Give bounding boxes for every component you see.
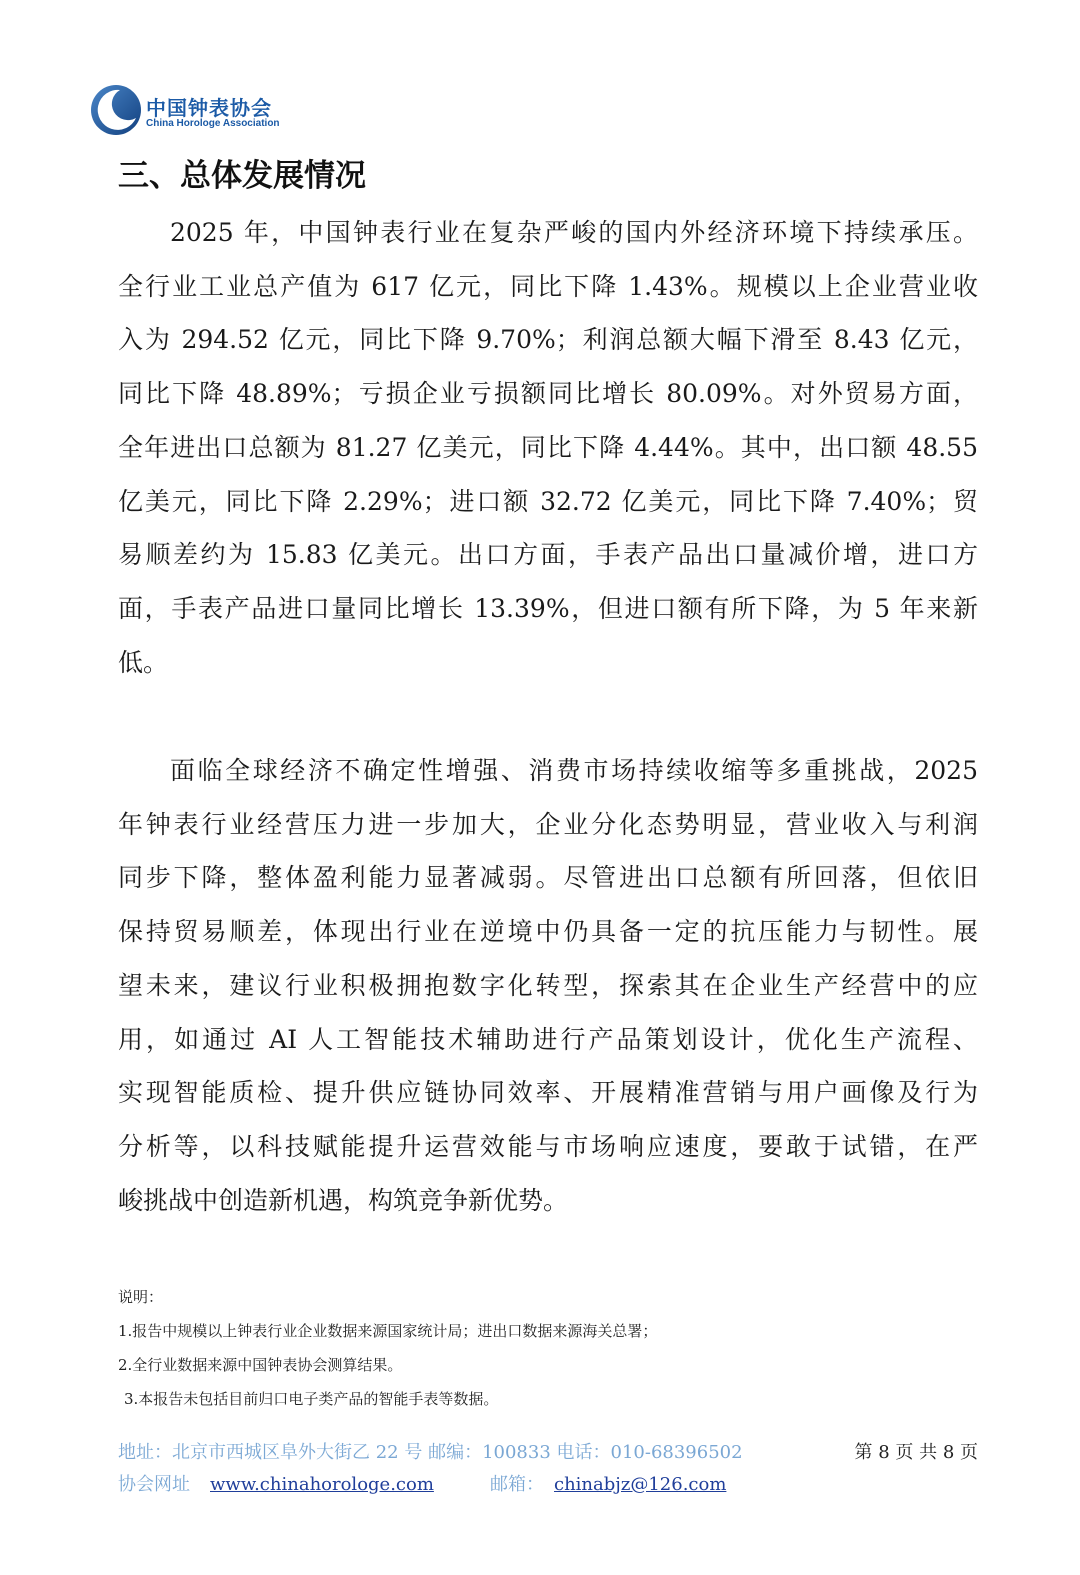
website-link[interactable]: www.chinahorologe.com <box>210 1474 434 1495</box>
paragraph-line: 面，手表产品进口量同比增长 13.39%，但进口额有所下降，为 5 年来新 <box>118 593 978 623</box>
paragraph-line: 低。 <box>118 647 169 677</box>
website-label: 协会网址 <box>118 1474 190 1495</box>
paragraph-line: 全年进出口总额为 81.27 亿美元，同比下降 4.44%。其中，出口额 48.55 <box>118 432 978 462</box>
paragraph-line: 保持贸易顺差，体现出行业在逆境中仍具备一定的抗压能力与韧性。展 <box>118 917 978 947</box>
footer-links-row <box>118 1469 978 1501</box>
footer-address: 地址：北京市西城区阜外大街乙 22 号 邮编：100833 电话：010-68396502 <box>118 1442 743 1463</box>
page-footer <box>118 1437 978 1501</box>
outlook-paragraph <box>118 744 978 1227</box>
paragraph-line: 实现智能质检、提升供应链协同效率、开展精准营销与用户画像及行为 <box>118 1078 978 1108</box>
notes-title: 说明： <box>118 1288 164 1306</box>
note-item: 1.报告中规模以上钟表行业企业数据来源国家统计局；进出口数据来源海关总署； <box>118 1322 658 1340</box>
logo-chinese-name: 中国钟表协会 <box>146 96 272 120</box>
email-label: 邮箱： <box>490 1474 544 1495</box>
section-title: 三、总体发展情况 <box>118 158 366 194</box>
paragraph-line: 峻挑战中创造新机遇，构筑竞争新优势。 <box>118 1185 569 1215</box>
paragraph-line: 2025 年，中国钟表行业在复杂严峻的国内外经济环境下持续承压。 <box>170 218 978 247</box>
paragraph-line: 分析等，以科技赋能提升运营效能与市场响应速度，要敢于试错，在严 <box>118 1131 978 1161</box>
logo-globe-icon <box>90 84 142 136</box>
paragraph-line: 同步下降，整体盈利能力显著减弱。尽管进出口总额有所回落，但依旧 <box>118 863 978 893</box>
paragraph-line: 同比下降 48.89%；亏损企业亏损额同比增长 80.09%。对外贸易方面， <box>118 379 978 409</box>
paragraph-line: 年钟表行业经营压力进一步加大，企业分化态势明显，营业收入与利润 <box>118 809 978 839</box>
note-item: 2.全行业数据来源中国钟表协会测算结果。 <box>118 1356 403 1374</box>
email-link[interactable]: chinabjz@126.com <box>554 1474 727 1495</box>
paragraph-line: 用，如通过 AI 人工智能技术辅助进行产品策划设计，优化生产流程、 <box>118 1024 978 1054</box>
association-logo <box>90 84 310 140</box>
notes-section <box>118 1280 657 1416</box>
paragraph-line: 亿美元，同比下降 2.29%；进口额 32.72 亿美元，同比下降 7.40%；贸 <box>118 486 978 516</box>
logo-english-name: China Horologe Association <box>146 118 280 129</box>
paragraph-line: 易顺差约为 15.83 亿美元。出口方面，手表产品出口量减价增，进口方 <box>118 540 978 570</box>
paragraph-line: 望未来，建议行业积极拥抱数字化转型，探索其在企业生产经营中的应 <box>118 970 978 1000</box>
note-item: 3.本报告未包括目前归口电子类产品的智能手表等数据。 <box>124 1390 499 1408</box>
overview-paragraph <box>118 206 978 689</box>
footer-contact-row <box>118 1437 978 1469</box>
paragraph-line: 全行业工业总产值为 617 亿元，同比下降 1.43%。规模以上企业营业收 <box>118 271 978 301</box>
paragraph-line: 入为 294.52 亿元，同比下降 9.70%；利润总额大幅下滑至 8.43 亿元， <box>118 325 978 355</box>
paragraph-line: 面临全球经济不确定性增强、消费市场持续收缩等多重挑战，2025 <box>170 756 978 785</box>
page-number: 第 8 页 共 8 页 <box>854 1442 978 1463</box>
